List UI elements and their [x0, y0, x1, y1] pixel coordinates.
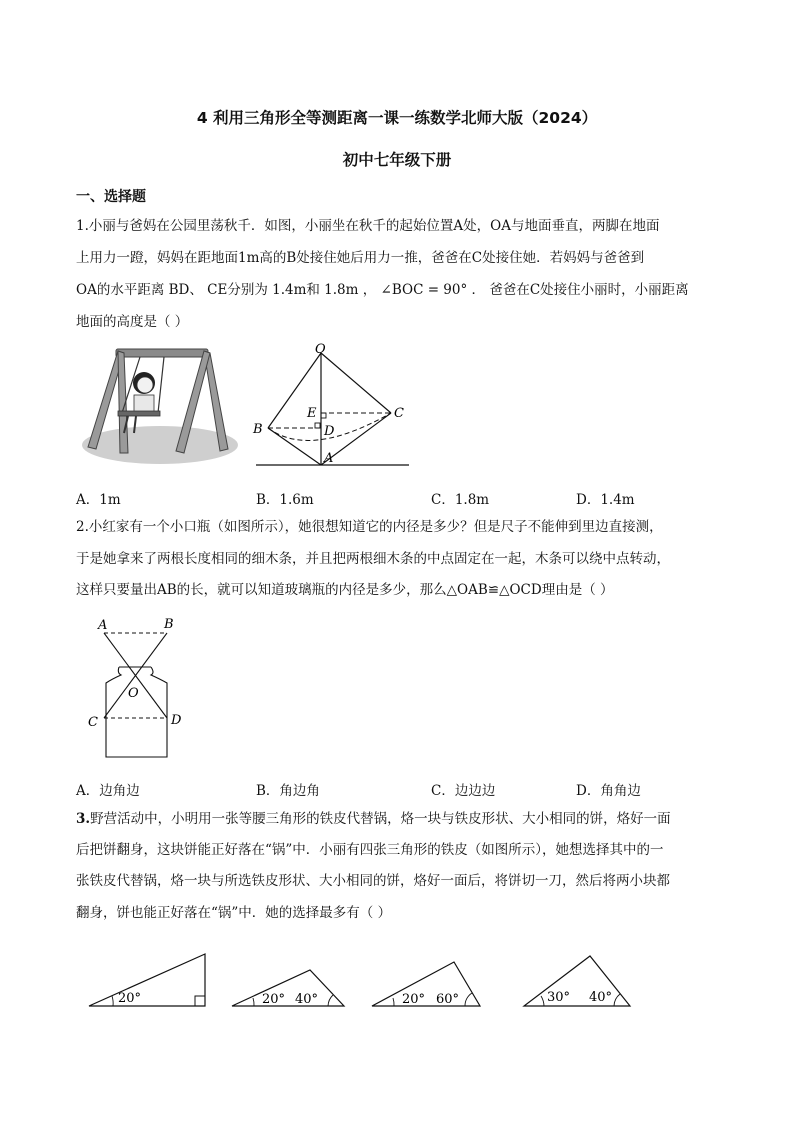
q3-line-3: 张铁皮代替锅，烙一块与所选铁皮形状、大小相同的饼，烙好一面后，将饼切一刀，然后将两小块都 — [76, 873, 670, 889]
q3-number: 3. — [76, 811, 91, 827]
label-A: A — [98, 618, 108, 633]
q1-line-1: 1.小丽与爸妈在公园里荡秋千．如图，小丽坐在秋千的起始位置A处，OA与地面垂直，两脚在地面 — [76, 218, 660, 234]
q3-line-2: 后把饼翻身，这块饼能正好落在“锅”中．小丽有四张三角形的铁皮（如图所示），她想选择其中的一 — [76, 842, 664, 858]
q1-option-c[interactable]: C．1.8m — [431, 492, 490, 508]
triangle-1-left-angle: 20° — [118, 991, 142, 1006]
q1-line-4: 地面的高度是（ ） — [76, 314, 189, 330]
label-O: O — [128, 686, 139, 701]
label-C: C — [88, 715, 98, 730]
triangle-4-right-angle: 40° — [589, 990, 613, 1005]
label-A: A — [324, 451, 334, 466]
q2-option-c[interactable]: C．边边边 — [431, 783, 496, 799]
q1-line-3: OA的水平距离 BD、 CE分别为 1.4m和 1.8m ， ∠BOC = 90° ． 爸爸在C处接住小丽时，小丽距离 — [76, 282, 689, 298]
label-E: E — [307, 406, 317, 421]
label-D: D — [324, 424, 335, 439]
triangle-4 — [520, 952, 635, 1010]
q1-geometry-figure — [250, 343, 415, 469]
triangle-4-left-angle: 30° — [547, 990, 571, 1005]
q3-line-4: 翻身，饼也能正好落在“锅”中．她的选择最多有（ ） — [76, 905, 392, 921]
label-B: B — [253, 422, 263, 437]
q1-line-2: 上用力一蹬，妈妈在距地面1m高的B处接住她后用力一推，爸爸在C处接住她．若妈妈与爸爸到 — [76, 250, 645, 266]
label-D: D — [171, 713, 182, 728]
triangle-2-right-angle: 40° — [295, 992, 319, 1007]
triangle-3 — [368, 958, 484, 1010]
label-B: B — [164, 617, 174, 632]
q2-option-a[interactable]: A．边角边 — [76, 783, 140, 799]
document-title: 4 利用三角形全等测距离一课一练数学北师大版（2024） — [196, 109, 598, 127]
label-C: C — [394, 406, 404, 421]
triangle-2-left-angle: 20° — [262, 992, 286, 1007]
triangle-2 — [228, 966, 348, 1010]
triangle-3-right-angle: 60° — [436, 992, 460, 1007]
q2-line-2: 于是她拿来了两根长度相同的细木条，并且把两根细木条的中点固定在一起，木条可以绕中点转动， — [76, 551, 670, 567]
q3-line-1-text: 野营活动中，小明用一张等腰三角形的铁皮代替锅，烙一块与铁皮形状、大小相同的饼，烙好一面 — [90, 811, 671, 827]
label-O: O — [315, 343, 326, 357]
triangle-1 — [85, 950, 210, 1010]
q2-line-1: 2.小红家有一个小口瓶（如图所示），她很想知道它的内径是多少？但是尺子不能伸到里边直接测， — [76, 519, 663, 535]
q2-line-3: 这样只要量出AB的长，就可以知道玻璃瓶的内径是多少，那么△OAB≌△OCD理由是（ ） — [76, 582, 614, 598]
q3-line-1 — [76, 809, 671, 829]
q2-option-b[interactable]: B．角边角 — [256, 783, 320, 799]
swing-illustration — [78, 345, 238, 467]
q1-option-d[interactable]: D．1.4m — [576, 492, 635, 508]
section-heading: 一、选择题 — [76, 189, 146, 205]
q1-option-b[interactable]: B．1.6m — [256, 492, 314, 508]
bottle-figure — [84, 611, 194, 763]
triangle-3-left-angle: 20° — [402, 992, 426, 1007]
q2-option-d[interactable]: D．角角边 — [576, 783, 641, 799]
document-subtitle: 初中七年级下册 — [342, 151, 452, 169]
q1-option-a[interactable]: A．1m — [76, 492, 121, 508]
